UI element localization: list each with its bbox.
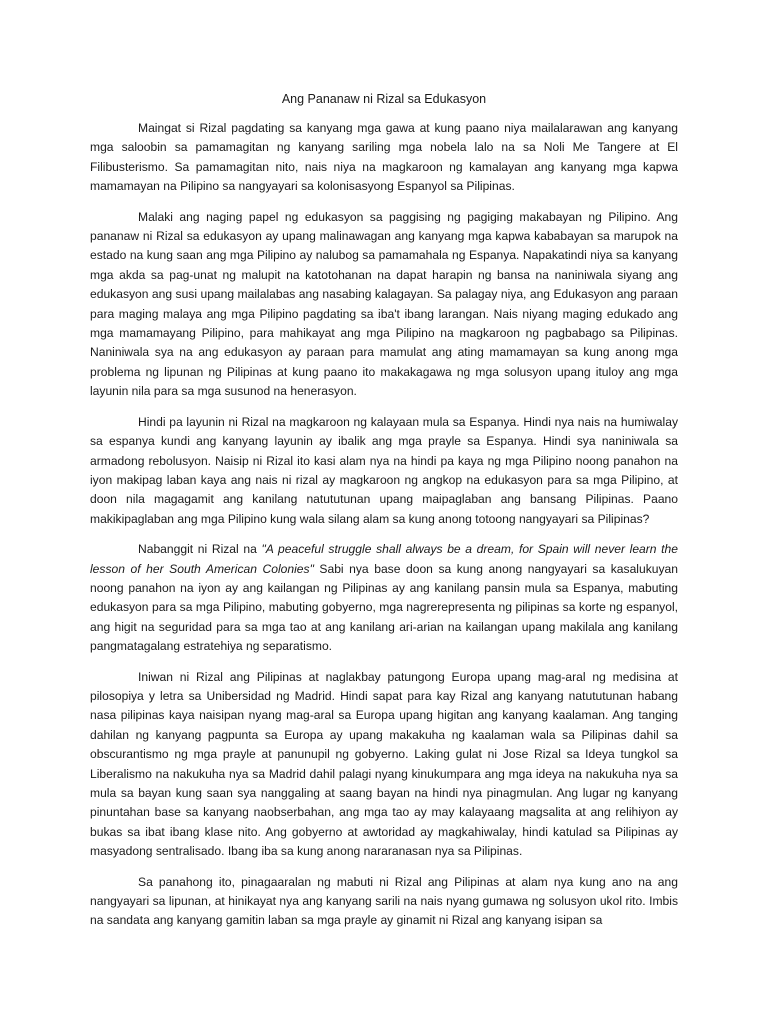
- paragraph-3: Hindi pa layunin ni Rizal na magkaroon ng kalayaan mula sa Espanya. Hindi nya nais na humiwalay sa espanya kundi ang kanyang layunin ay ibalik ang mga prayle sa Espanya. Hindi sya naniniwala sa armadong rebolusyon. Naisip ni Rizal ito kasi alam nya na hindi pa kaya ng mga Pilipino noong panahon na iyon makipag laban kaya ang nais ni rizal ay magkaroon ng angkop na edukasyon para sa mga Pilipino, at doon nila magagamit ang kanilang natututunan upang maipaglaban ang bansang Pilipinas. Paano makikipaglaban ang mga Pilipino kung wala silang alam sa kung anong totoong nangyayari sa Pilipinas?: [90, 414, 678, 526]
- paragraph-4-quote: [90, 540, 678, 656]
- quote-follow-text: Sabi nya base doon sa kung anong nangyayari sa kasalukuyan noong panahon na iyon ay ang kailangan ng Pilipinas ay ang kanilang pansin mula sa Espanya, mabuting edukasyon para sa mga Pilipino, mabuting gobyerno, mga nagrerepresenta ng pilipinas sa korte ng espanyol, ang higit na seguridad para sa mga tao at ang kanilang ari-arian na kailangan upang makilala ang kanilang pangmatagalang estratehiya ng separatismo.: [90, 561, 678, 654]
- paragraph-1: Maingat si Rizal pagdating sa kanyang mga gawa at kung paano niya mailalarawan ang kanyang mga saloobin sa pamamagitan ng kanyang sariling mga nobela lalo na sa Noli Me Tangere at El Filibusterismo. Sa pamamagitan nito, nais niya na magkaroon ng kamalayan ang kanyang mga kapwa mamamayan na Pilipino sa nangyayari sa kolonisasyong Espanyol sa Pilipinas.: [90, 121, 678, 194]
- rizal-quote: "A peaceful struggle shall always be a dream, for Spain will never learn the lesson of her South American Colonies": [90, 542, 678, 576]
- paragraph-2: Malaki ang naging papel ng edukasyon sa paggising ng pagiging makabayan ng Pilipino. Ang pananaw ni Rizal sa edukasyon ay upang malinawagan ang kanyang mga kapwa kababayan sa marupok na estado na kung saan ang mga Pilipino ay nalubog sa pamamahala ng Espanya. Napakatindi niya sa kanyang mga akda sa pag-unat ng malupit na katotohanan na dapat harapin ng bansa na naniniwala siyang ang edukasyon ang susi upang mailalabas ang nasabing kalagayan. Sa palagay niya, ang Edukasyon ang paraan para maging malaya ang mga Pilipino pagdating sa iba't ibang larangan. Nais niyang maging edukado ang mga mamamayang Pilipino, para mahikayat ang mga Pilipino na magkaroon ng pagbabago sa Pilipinas. Naniniwala sya na ang edukasyon ay paraan para mamulat ang ating mamamayan sa kung anong mga problema ng lipunan ng Pilipinas at kung paano ito makakagawa ng mga solusyon upang ituloy ang mga layunin nila para sa mga susunod na henerasyon.: [90, 209, 678, 399]
- document-page: [90, 89, 678, 942]
- paragraph-6: Sa panahong ito, pinagaaralan ng mabuti ni Rizal ang Pilipinas at alam nya kung ano na ang nangyayari sa lipunan, at hinikayat nya ang kanyang sarili na nais nyang gumawa ng solusyon ukol rito. Imbis na sandata ang kanyang gamitin laban sa mga prayle ay ginamit ni Rizal ang kanyang isipan sa: [90, 874, 678, 928]
- document-title: Ang Pananaw ni Rizal sa Edukasyon: [281, 92, 487, 106]
- paragraph-5: Iniwan ni Rizal ang Pilipinas at naglakbay patungong Europa upang mag-aral ng medisina at pilosopiya y letra sa Unibersidad ng Madrid. Hindi sapat para kay Rizal ang kanyang natututunan habang nasa pilipinas kaya naisipan nyang mag-aral sa Europa upang higitan ang kanyang kaalaman. Ang tanging dahilan ng kanyang pagpunta sa Europa ay upang makakuha ng kaalaman wala sa Pilipinas dahil sa obscurantismo ng mga prayle at panunupil ng gobyerno. Laking gulat ni Jose Rizal sa Ideya tungkol sa Liberalismo na nakukuha nya sa Madrid dahil palagi nyang kinukumpara ang mga ideya na nakukuha nya sa mula sa bayan kung saan sya nanggaling at saang bayan na hindi nya pinagmulan. Ang lugar ng kanyang pinuntahan base sa kanyang naobserbahan, ang mga tao ay may kalayaang magsalita at ang relihiyon ay bukas sa ibat ibang klase nito. Ang gobyerno at awtoridad ay magkahiwalay, hindi katulad sa Pilipinas ay masyadong sentralisado. Ibang iba sa kung anong nararanasan nya sa Pilipinas.: [90, 669, 678, 859]
- quote-lead-text: Nabanggit ni Rizal na: [138, 542, 262, 557]
